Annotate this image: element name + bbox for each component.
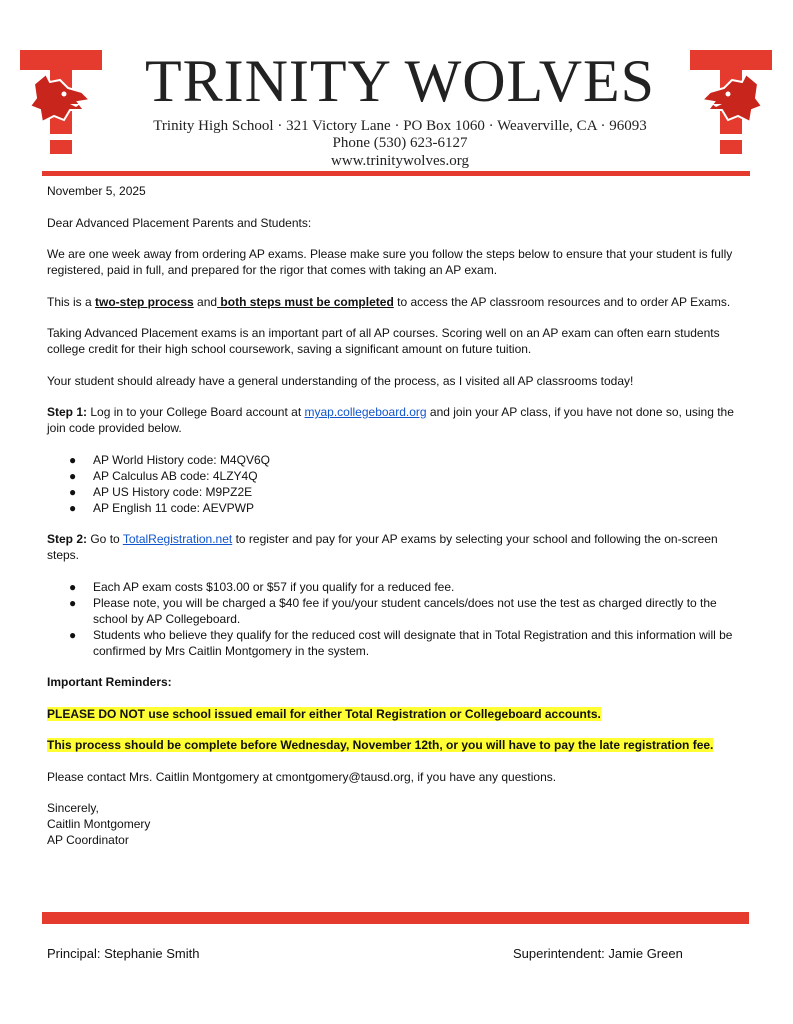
bullet-icon: ● xyxy=(69,579,77,594)
school-phone: Phone (530) 623-6127 xyxy=(332,135,468,151)
step2-paragraph: Step 2: Go to TotalRegistration.net to register and pay for your AP exams by selecting your school and following the on-screen steps. xyxy=(47,532,718,562)
list-item: ● AP Calculus AB code: 4LZY4Q xyxy=(69,468,258,483)
bullet-icon: ● xyxy=(69,595,77,610)
school-website: www.trinitywolves.org xyxy=(331,153,469,169)
total-registration-link[interactable]: TotalRegistration.net xyxy=(122,532,233,546)
contact-paragraph: Please contact Mrs. Caitlin Montgomery at cmontgomery@tausd.org, if you have any questions. xyxy=(47,769,557,784)
school-address: Trinity High School · 321 Victory Lane · PO Box 1060 · Weaverville, CA · 96093 xyxy=(153,118,647,134)
reminders-heading: Important Reminders: xyxy=(47,675,172,689)
understanding-paragraph: Your student should already have a general understanding of the process, as I visited all AP classrooms today! xyxy=(47,373,634,388)
principal-name: Principal: Stephanie Smith xyxy=(47,946,200,961)
bullet-icon: ● xyxy=(69,452,77,467)
header-divider xyxy=(42,171,750,176)
list-item: ● Each AP exam costs $103.00 or $57 if you qualify for a reduced fee. xyxy=(69,579,455,594)
importance-paragraph: Taking Advanced Placement exams is an important part of all AP courses. Scoring well on an AP exam can often earn students college credit for their high school coursework, saving a significant amount on future tuition. xyxy=(47,326,720,356)
trinity-wolf-logo xyxy=(690,50,772,154)
salutation: Dear Advanced Placement Parents and Students: xyxy=(47,215,312,230)
closing: Sincerely, xyxy=(47,801,99,815)
signature-block xyxy=(47,800,747,848)
join-codes-list xyxy=(47,452,747,516)
signer-title: AP Coordinator xyxy=(47,833,129,847)
list-item: ● Please note, you will be charged a $40 fee if you/your student cancels/does not use the test as charged directly to the school by AP Collegeboard. xyxy=(69,595,717,626)
two-step-paragraph: This is a two-step process and both steps must be completed to access the AP classroom resources and to order AP Exams. xyxy=(47,294,731,309)
footer-divider xyxy=(42,912,749,924)
bullet-icon: ● xyxy=(69,500,77,515)
superintendent-name: Superintendent: Jamie Green xyxy=(513,946,683,961)
reminder-deadline-highlight: This process should be complete before Wednesday, November 12th, or you will have to pay the late registration fee. xyxy=(47,738,714,752)
bullet-icon: ● xyxy=(69,468,77,483)
letter-date: November 5, 2025 xyxy=(47,184,146,198)
trinity-wolf-logo xyxy=(20,50,102,154)
collegeboard-link[interactable]: myap.collegeboard.org xyxy=(304,405,427,419)
letterhead-title: TRINITY WOLVES xyxy=(144,48,656,114)
reminder-email-highlight: PLEASE DO NOT use school issued email for either Total Registration or Collegeboard accounts. xyxy=(47,706,601,721)
list-item: ● AP US History code: M9PZ2E xyxy=(69,484,253,499)
step1-paragraph: Step 1: Log in to your College Board account at myap.collegeboard.org and join your AP class, if you have not done so, using the join code provided below. xyxy=(47,405,734,435)
both-steps-emphasis: both steps must be completed xyxy=(217,294,394,309)
step1-label: Step 1: xyxy=(47,405,88,419)
two-step-emphasis: two-step process xyxy=(95,294,194,309)
bullet-icon: ● xyxy=(69,484,77,499)
bullet-icon: ● xyxy=(69,627,77,642)
signer-name: Caitlin Montgomery xyxy=(47,817,151,831)
reminder-deadline xyxy=(47,737,747,753)
list-item: ● Students who believe they qualify for the reduced cost will designate that in Total Registration and this information will be confirmed by Mrs Caitlin Montgomery in the system. xyxy=(69,627,733,658)
fees-list xyxy=(47,579,747,659)
letter-body xyxy=(47,183,747,848)
step2-label: Step 2: xyxy=(47,532,88,546)
intro-paragraph: We are one week away from ordering AP exams. Please make sure you follow the steps below to ensure that your student is fully registered, paid in full, and prepared for the rigor that comes with taking an AP exam. xyxy=(47,247,733,277)
list-item: ● AP English 11 code: AEVPWP xyxy=(69,500,254,515)
list-item: ● AP World History code: M4QV6Q xyxy=(69,452,270,467)
reminder-email xyxy=(47,706,747,722)
